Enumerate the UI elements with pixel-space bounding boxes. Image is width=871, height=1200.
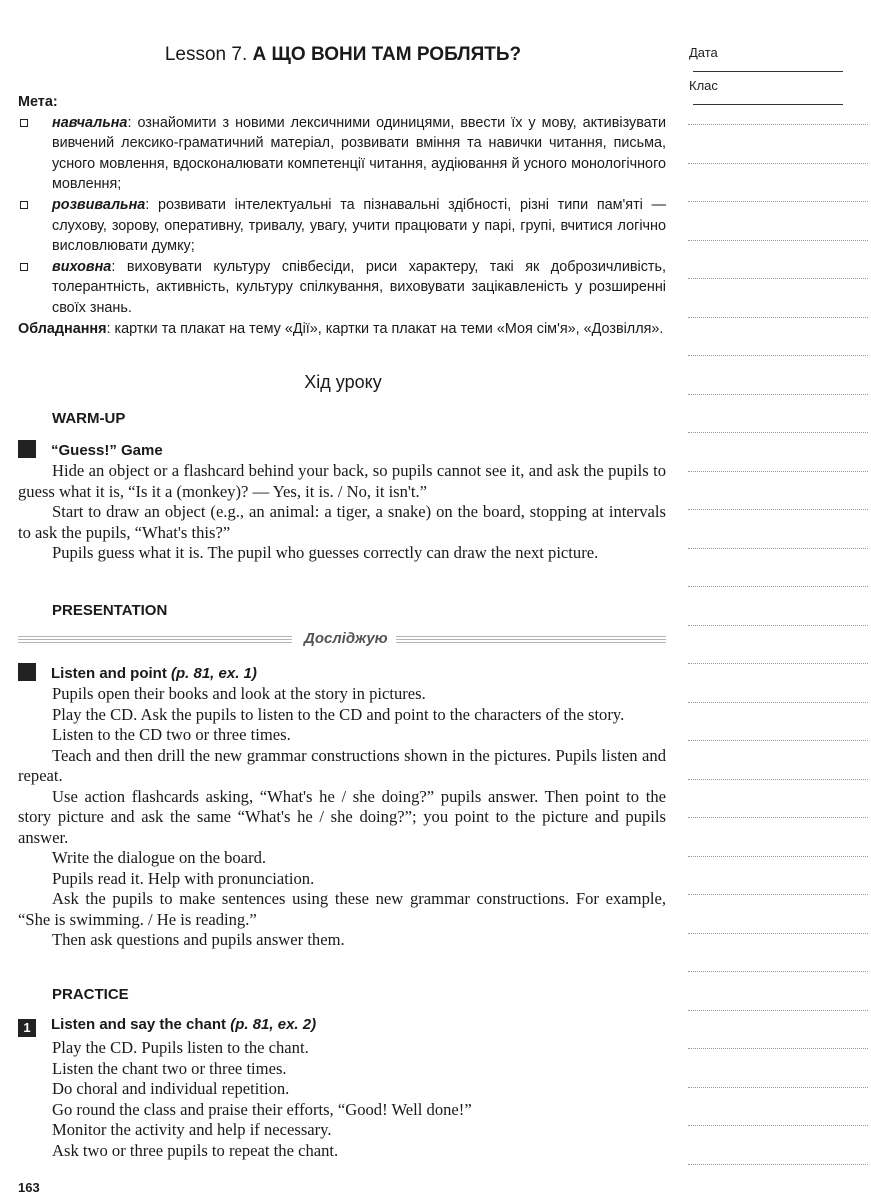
paragraph: Hide an object or a flashcard behind your back, so pupils cannot see it, and ask the pupils to guess what it is, “Is it a (monkey)? — Yes, it is. / No, it isn't.” [18, 461, 666, 501]
warmup-text [18, 461, 666, 564]
divider-label: Досліджую [298, 630, 394, 647]
section-divider [18, 630, 666, 649]
note-dotted-line [688, 509, 868, 510]
goals-label: Мета [18, 94, 53, 110]
note-dotted-line [688, 1087, 868, 1088]
activity-square-icon [18, 663, 36, 681]
class-field [689, 78, 871, 108]
goal-text: : ознайомити з новими лексичними одиницями, ввести їх у мову, активізувати вивчений лексико-граматичний матеріал, розвивати вміння та навички читання, письма, усного мовлення, вдосконалювати компетенції читання, аудіювання й усного монологічного мовлення; [52, 114, 666, 193]
activity-reference: (p. 81, ex. 1) [171, 665, 257, 682]
goal-text: : виховувати культуру співбесіди, риси характеру, такі як доброзичливість, толерантність, активність, культуру спілкування, виховувати зацікавленість у розширенні своїх знань. [52, 258, 666, 316]
goals-section [18, 92, 666, 339]
paragraph: Listen the chant two or three times. [52, 1058, 287, 1078]
note-dotted-line [688, 971, 868, 972]
checkbox-bullet-icon [20, 263, 28, 271]
date-underline [693, 61, 843, 72]
divider-lines-left [18, 636, 292, 644]
paragraph: Then ask questions and pupils answer them. [52, 930, 345, 949]
note-dotted-line [688, 471, 868, 472]
practice-text [18, 1038, 666, 1161]
note-dotted-line [688, 394, 868, 395]
note-dotted-line [688, 240, 868, 241]
note-dotted-line [688, 548, 868, 549]
equipment-text: : картки та плакат на тему «Дії», картки та плакат на теми «Моя сім'я», «Дозвілля». [106, 320, 664, 337]
activity-square-icon [18, 440, 36, 458]
note-dotted-line [688, 702, 868, 703]
goal-term: розвивальна [52, 196, 146, 213]
class-underline [693, 94, 843, 105]
presentation-activity-title: Listen and point (p. 81, ex. 1) [18, 663, 257, 682]
goal-item-educational [18, 257, 666, 319]
lesson-title-text: А ЩО ВОНИ ТАМ РОБЛЯТЬ? [252, 44, 522, 65]
goal-text: : розвивати інтелектуальні та пізнавальні здібності, різні типи пам'яті — слухову, зорову, оперативну, тривалу, увагу, учити працювати у парі, групі, вчитися логічно висловлювати думку; [52, 196, 666, 255]
presentation-heading: PRESENTATION [52, 602, 168, 619]
date-label: Дата [689, 45, 718, 60]
activity-number-badge: 1 [18, 1019, 36, 1037]
paragraph: Pupils open their books and look at the story in pictures. [52, 684, 426, 703]
note-dotted-line [688, 1125, 868, 1126]
note-dotted-line [688, 201, 868, 202]
goal-item-developing [18, 195, 666, 257]
warmup-activity-title: “Guess!” Game [18, 440, 163, 459]
procedure-title: Хід уроку [304, 372, 382, 392]
equipment-label: Обладнання [18, 320, 107, 337]
paragraph: Listen to the CD two or three times. [52, 725, 291, 744]
checkbox-bullet-icon [20, 201, 28, 209]
date-field [689, 45, 871, 75]
paragraph: Monitor the activity and help if necessary. [52, 1120, 332, 1139]
paragraph: Pupils read it. Help with pronunciation. [52, 868, 315, 888]
equipment [18, 319, 666, 340]
goal-term: навчальна [52, 114, 128, 131]
paragraph: Play the CD. Pupils listen to the chant. [52, 1038, 309, 1057]
paragraph: Ask the pupils to make sentences using these new grammar constructions. For example, “She is swimming. / He is reading.” [18, 889, 666, 929]
note-dotted-line [688, 1164, 868, 1165]
note-dotted-line [688, 1048, 868, 1049]
note-dotted-line [688, 586, 868, 587]
paragraph: Play the CD. Ask the pupils to listen to the CD and point to the characters of the story. [52, 704, 625, 724]
lesson-prefix: Lesson 7. [164, 44, 248, 65]
paragraph: Write the dialogue on the board. [52, 848, 267, 867]
note-dotted-line [688, 124, 868, 125]
note-dotted-line [688, 625, 868, 626]
paragraph: Do choral and individual repetition. [52, 1079, 290, 1098]
presentation-text [18, 684, 666, 951]
note-dotted-line [688, 278, 868, 279]
paragraph: Ask two or three pupils to repeat the chant. [52, 1140, 339, 1160]
paragraph: Teach and then drill the new grammar constructions shown in the pictures. Pupils listen and repeat. [18, 745, 666, 785]
practice-heading: PRACTICE [52, 986, 129, 1003]
goals-label-line: Мета: [18, 94, 58, 110]
note-dotted-line [688, 355, 868, 356]
paragraph: Start to draw an object (e.g., an animal: a tiger, a snake) on the board, stopping at intervals to ask the pupils, “What's this?” [18, 502, 666, 542]
paragraph: Go round the class and praise their efforts, “Good! Well done!” [52, 1099, 472, 1119]
note-dotted-line [688, 933, 868, 934]
class-label: Клас [689, 78, 718, 93]
note-dotted-line [688, 856, 868, 857]
activity-reference: (p. 81, ex. 2) [230, 1016, 317, 1033]
divider-lines-right [396, 636, 666, 644]
practice-activity-title: 1 Listen and say the chant (p. 81, ex. 2) [18, 1016, 316, 1037]
paragraph: Pupils guess what it is. The pupil who guesses correctly can draw the next picture. [52, 543, 599, 562]
note-dotted-line [688, 740, 868, 741]
note-dotted-line [688, 163, 868, 164]
notes-margin [686, 0, 871, 1200]
checkbox-bullet-icon [20, 119, 28, 127]
lesson-title [18, 44, 668, 66]
note-dotted-line [688, 1010, 868, 1011]
paragraph: Use action flashcards asking, “What's he / she doing?” pupils answer. Then point to the story picture and ask the same “What's he / she doing?”; you point to the picture and pupils answer. [18, 786, 666, 847]
note-dotted-line [688, 894, 868, 895]
page-number: 163 [18, 1180, 40, 1195]
note-dotted-line [688, 779, 868, 780]
note-dotted-line [688, 432, 868, 433]
note-dotted-line [688, 663, 868, 664]
note-dotted-line [688, 317, 868, 318]
goal-term: виховна [52, 258, 112, 275]
warmup-heading: WARM-UP [52, 410, 126, 427]
note-dotted-line [688, 817, 868, 818]
goal-item-learning [18, 113, 666, 195]
